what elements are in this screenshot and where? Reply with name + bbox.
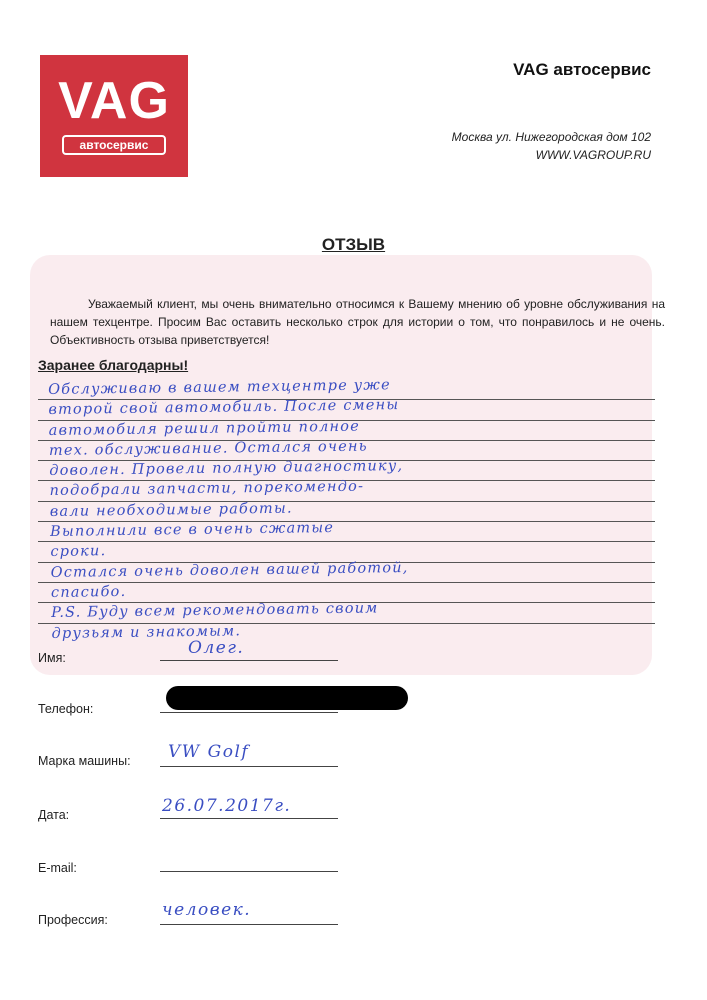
car-label: Марка машины:: [38, 754, 131, 768]
review-line: доволен. Провели полную диагностику,: [49, 458, 404, 480]
review-line: второй свой автомобиль. После смены: [48, 397, 400, 419]
review-line: Выполнили все в очень сжатые: [50, 520, 335, 541]
review-line: сроки.: [50, 543, 107, 561]
handwritten-review: [48, 371, 702, 644]
intro-paragraph: Уважаемый клиент, мы очень внимательно относимся к Вашему мнению об уровне обслуживания на нашем техцентре. Просим Вас оставить несколько строк для истории о том, что понравилось и не очень. Объективность отзыва приветствуется!: [50, 297, 665, 347]
phone-field-line: [160, 712, 338, 713]
review-line: Обслуживаю в вашем техцентре уже: [48, 377, 391, 398]
car-field-line: [160, 766, 338, 767]
email-field-line: [160, 871, 338, 872]
car-value: VW Golf: [168, 742, 250, 762]
date-field-line: [160, 818, 338, 819]
name-label: Имя:: [38, 651, 66, 665]
review-line: друзьям и знакомым.: [51, 622, 242, 642]
date-label: Дата:: [38, 808, 70, 822]
review-line: тех. обслуживание. Остался очень: [48, 438, 368, 459]
review-line: спасибо.: [50, 583, 127, 601]
profession-value: человек.: [162, 900, 252, 920]
company-name: VAG автосервис: [513, 60, 651, 79]
phone-label: Телефон:: [38, 702, 94, 716]
review-line: вали необходимые работы.: [49, 500, 293, 520]
date-value: 26.07.2017г.: [162, 796, 292, 816]
website: WWW.VAGROUP.RU: [535, 148, 651, 162]
email-label: E-mail:: [38, 861, 77, 875]
review-line: P.S. Буду всем рекомендовать своим: [51, 600, 379, 622]
phone-redaction: [166, 686, 408, 710]
review-line: подобрали запчасти, порекомендо-: [49, 479, 365, 500]
review-line: автомобиля решил пройти полное: [48, 418, 361, 439]
vag-logo: [40, 55, 188, 177]
name-field-line: [160, 660, 338, 661]
review-line: Остался очень доволен вашей работой,: [50, 559, 409, 581]
profession-label: Профессия:: [38, 913, 108, 927]
name-value: Олег.: [188, 638, 245, 658]
company-contacts: [452, 128, 651, 164]
profession-field-line: [160, 924, 338, 925]
address: Москва ул. Нижегородская дом 102: [451, 130, 651, 144]
page-title: ОТЗЫВ: [321, 235, 386, 254]
logo-text: VAG: [58, 72, 170, 130]
thanks-heading: Заранее благодарны!: [38, 357, 189, 373]
logo-subtext: автосервис: [62, 135, 166, 155]
